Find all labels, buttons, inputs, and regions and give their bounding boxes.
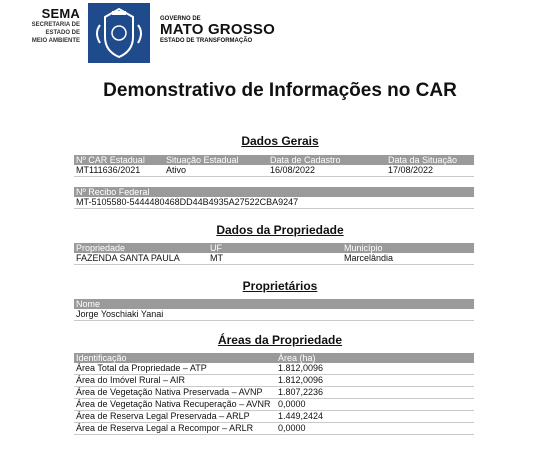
table-areas xyxy=(74,353,474,435)
section-dados-propriedade: Dados da Propriedade xyxy=(216,223,344,237)
section-dados-gerais: Dados Gerais xyxy=(241,134,319,148)
data-situacao-value: 17/08/2022 xyxy=(388,165,434,175)
col-recibo: Nº Recibo Federal xyxy=(76,187,150,197)
table-row xyxy=(74,197,474,209)
car-value: MT111636/2021 xyxy=(76,165,141,175)
table-row xyxy=(74,309,474,321)
col-municipio: Município xyxy=(344,243,383,253)
sema-title: SEMA xyxy=(41,6,80,21)
col-area: Área (ha) xyxy=(278,353,316,363)
area-value: 1.807,2236 xyxy=(278,387,324,397)
table-header-row xyxy=(74,353,474,363)
table-row xyxy=(74,363,474,375)
gov-main: MATO GROSSO xyxy=(160,21,275,38)
data-cadastro-value: 16/08/2022 xyxy=(270,165,316,175)
table-row xyxy=(74,423,474,435)
table-row xyxy=(74,253,474,265)
col-data-cadastro: Data de Cadastro xyxy=(270,155,341,165)
section-areas: Áreas da Propriedade xyxy=(217,333,343,347)
table-row xyxy=(74,399,474,411)
col-nome: Nome xyxy=(76,299,101,309)
uf-value: MT xyxy=(210,253,223,263)
situacao-value: Ativo xyxy=(166,165,187,175)
municipio-value: Marcelândia xyxy=(344,253,394,263)
area-value: 1.449,2424 xyxy=(278,411,324,421)
table-header-row xyxy=(74,187,474,197)
sema-sub-3: MEIO AMBIENTE xyxy=(31,38,80,44)
table-header-row xyxy=(74,299,474,309)
col-propriedade: Propriedade xyxy=(76,243,126,253)
col-situacao: Situação Estadual xyxy=(166,155,239,165)
page-title: Demonstrativo de Informações no CAR xyxy=(103,80,457,101)
area-label: Área do Imóvel Rural – AIR xyxy=(76,375,186,385)
area-label: Área Total da Propriedade – ATP xyxy=(76,363,207,373)
col-identificacao: Identificação xyxy=(76,353,127,363)
state-seal-icon xyxy=(88,3,150,63)
table-header-row xyxy=(74,155,474,165)
section-proprietarios: Proprietários xyxy=(242,279,318,293)
table-recibo xyxy=(74,187,474,209)
table-row xyxy=(74,375,474,387)
propriedade-value: FAZENDA SANTA PAULA xyxy=(76,253,180,263)
table-row xyxy=(74,411,474,423)
area-label: Área de Reserva Legal Preservada – ARLP xyxy=(76,411,250,421)
area-label: Área de Reserva Legal a Recompor – ARLR xyxy=(76,423,254,433)
table-proprietarios xyxy=(74,299,474,321)
sema-logo xyxy=(0,6,80,45)
area-label: Área de Vegetação Nativa Recuperação – AVNR xyxy=(76,399,271,409)
area-value: 1.812,0096 xyxy=(278,363,324,373)
nome-value: Jorge Yoschiaki Yanai xyxy=(76,309,164,319)
sema-sub-2: ESTADO DE xyxy=(45,30,80,36)
col-car: Nº CAR Estadual xyxy=(76,155,145,165)
gov-sub: ESTADO DE TRANSFORMAÇÃO xyxy=(160,38,253,44)
page-header xyxy=(0,0,560,70)
government-brand xyxy=(160,16,275,44)
area-value: 1.812,0096 xyxy=(278,375,324,385)
col-uf: UF xyxy=(210,243,222,253)
area-value: 0,0000 xyxy=(278,423,306,433)
recibo-value: MT-5105580-5444480468DD44B4935A27522CBA9247 xyxy=(76,197,299,207)
table-dados-gerais xyxy=(74,155,474,177)
areas-rows xyxy=(74,363,474,435)
table-row xyxy=(74,165,474,177)
col-data-situacao: Data da Situação xyxy=(388,155,458,165)
sema-sub-1: SECRETARIA DE xyxy=(31,22,80,28)
gov-top: GOVERNO DE xyxy=(160,16,201,22)
table-row xyxy=(74,387,474,399)
area-value: 0,0000 xyxy=(278,399,306,409)
area-label: Área de Vegetação Nativa Preservada – AVNP xyxy=(76,387,263,397)
table-header-row xyxy=(74,243,474,253)
table-dados-propriedade xyxy=(74,243,474,265)
